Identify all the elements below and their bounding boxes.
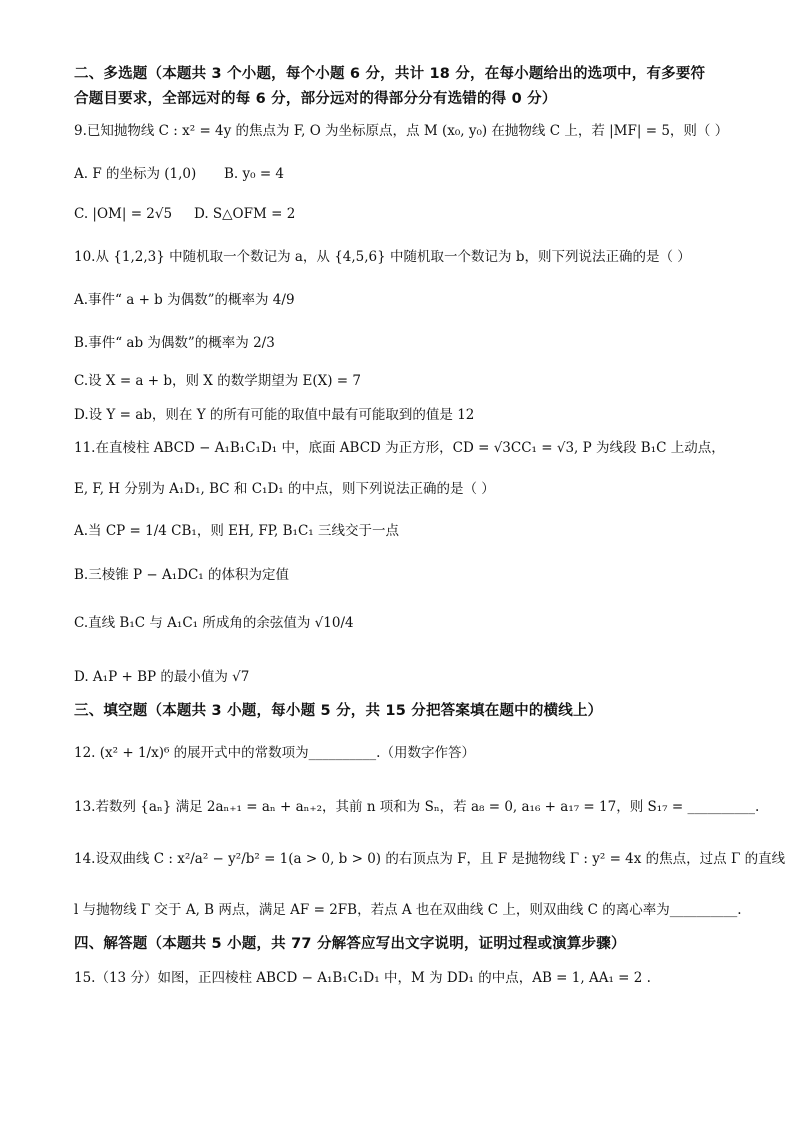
- section-2-title-line1: 二、多选题（本题共 3 个小题，每个小题 6 分，共计 18 分，在每小题给出的选项中，有多要符: [74, 66, 706, 82]
- q10-option-c: C.设 X = a + b，则 X 的数学期望为 E(X) = 7: [74, 373, 361, 389]
- q11-stem-line1: 11.在直棱柱 ABCD − A₁B₁C₁D₁ 中，底面 ABCD 为正方形，CD = √3CC₁ = √3, P 为线段 B₁C 上动点，: [74, 440, 725, 456]
- section-2-title-line2: 合题目要求，全部远对的每 6 分，部分远对的得部分分有选错的得 0 分）: [74, 91, 557, 107]
- q10-option-a: A.事件“ a + b 为偶数”的概率为 4/9: [74, 292, 295, 308]
- q14-line1: 14.设双曲线 C : x²/a² − y²/b² = 1(a > 0, b > 0) 的右顶点为 F，且 F 是抛物线 Γ : y² = 4x 的焦点，过点 Γ 的直线: [74, 851, 786, 867]
- q11-option-a: A.当 CP = 1/4 CB₁，则 EH, FP, B₁C₁ 三线交于一点: [74, 523, 399, 539]
- q11-option-c: C.直线 B₁C 与 A₁C₁ 所成角的余弦值为 √10/4: [74, 615, 354, 631]
- section-4-title: 四、解答题（本题共 5 小题，共 77 分解答应写出文字说明，证明过程或演算步骤）: [74, 936, 626, 952]
- q11-option-b: B.三棱锥 P − A₁DC₁ 的体积为定值: [74, 567, 289, 583]
- q9-option-a: A. F 的坐标为 (1,0): [74, 166, 197, 182]
- q9-stem: 9.已知抛物线 C : x² = 4y 的焦点为 F, O 为坐标原点，点 M (x₀, y₀) 在抛物线 C 上，若 |MF| = 5，则（ ）: [74, 123, 729, 139]
- q15-text: 15.（13 分）如图，正四棱柱 ABCD − A₁B₁C₁D₁ 中，M 为 DD₁ 的中点，AB = 1, AA₁ = 2 .: [74, 970, 651, 986]
- q10-option-b: B.事件“ ab 为偶数”的概率为 2/3: [74, 335, 275, 351]
- q11-option-d: D. A₁P + BP 的最小值为 √7: [74, 669, 250, 685]
- q14-line2: l 与抛物线 Γ 交于 A, B 两点，满足 AF = 2FB，若点 A 也在双曲线 C 上，则双曲线 C 的离心率为__________.: [74, 902, 742, 918]
- section-3-title: 三、填空题（本题共 3 小题，每小题 5 分，共 15 分把答案填在题中的横线上）: [74, 703, 603, 719]
- q9-option-c: C. |OM| = 2√5: [74, 206, 173, 222]
- q10-stem: 10.从 {1,2,3} 中随机取一个数记为 a，从 {4,5,6} 中随机取一个数记为 b，则下列说法正确的是（ ）: [74, 249, 691, 265]
- q9-option-b: B. y₀ = 4: [224, 166, 285, 182]
- q13-text: 13.若数列 {aₙ} 满足 2aₙ₊₁ = aₙ + aₙ₊₂，其前 n 项和为 Sₙ，若 a₈ = 0, a₁₆ + a₁₇ = 17，则 S₁₇ = __________.: [74, 799, 760, 815]
- q10-option-d: D.设 Y = ab，则在 Y 的所有可能的取值中最有可能取到的值是 12: [74, 407, 475, 423]
- q12-text: 12. (x² + 1/x)⁶ 的展开式中的常数项为__________.（用数字作答）: [74, 745, 475, 761]
- q11-stem-line2: E, F, H 分别为 A₁D₁, BC 和 C₁D₁ 的中点，则下列说法正确的是（ ）: [74, 481, 495, 497]
- q9-option-d: D. S△OFM = 2: [194, 206, 296, 222]
